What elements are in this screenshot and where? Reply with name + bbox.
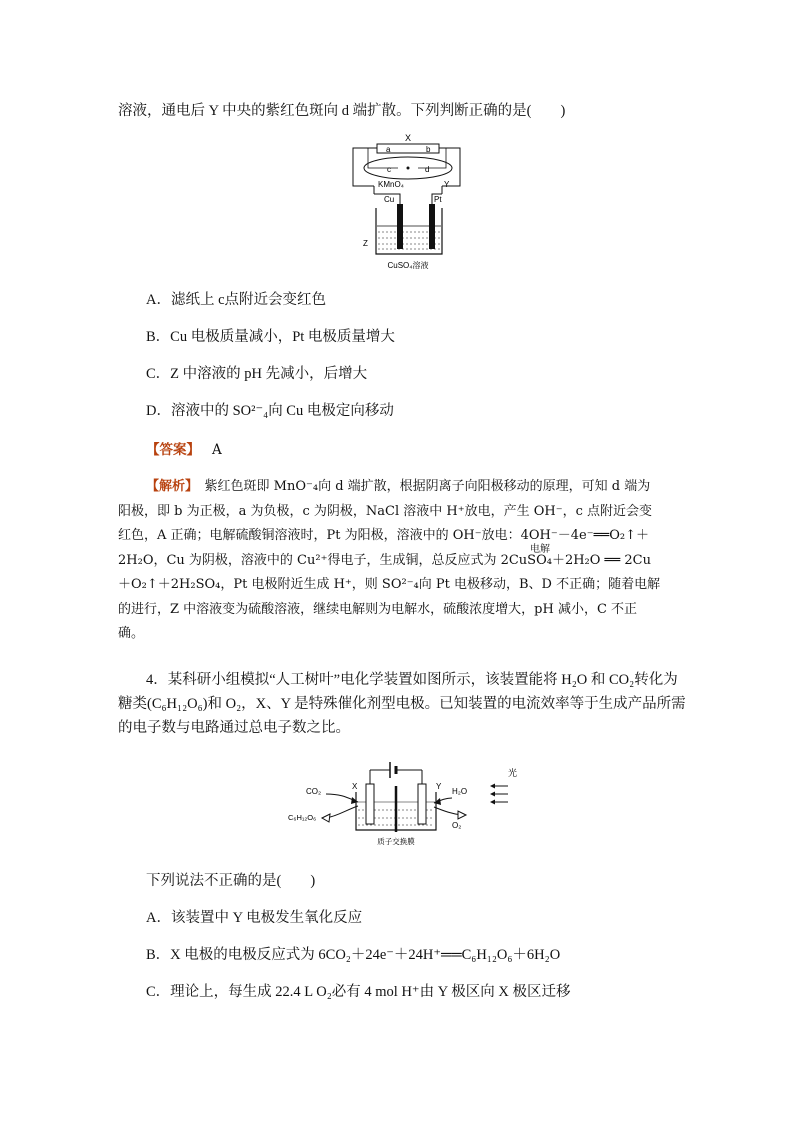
electrolysis-condition-label: 电解	[530, 544, 550, 555]
answer-label: 【答案】	[146, 442, 200, 458]
fig1-pt-electrode	[429, 204, 435, 249]
explanation-line-4: 2H₂O，Cu 为阴极，溶液中的 Cu²⁺得电子，生成铜，总反应式为 2CuSO₄＋2H₂O ══ 2Cu	[118, 552, 651, 568]
q4-option-b: B．X 电极的电极反应式为 6CO₂＋24e⁻＋24H⁺══C₆H₁₂O₆＋6H₂O	[146, 947, 561, 963]
fig1-purple-spot	[407, 167, 410, 170]
explanation-line-6: 的进行，Z 中溶液变为硫酸溶液，继续电解则为电解水，硫酸浓度增大，pH 减小，C 不正	[118, 601, 638, 617]
q4-option-a: A．该装置中 Y 电极发生氧化反应	[146, 910, 363, 926]
fig2-label-h2o: H₂O	[452, 787, 468, 796]
electrolysis-apparatus-figure	[346, 128, 468, 274]
fig1-label-cu: Cu	[384, 195, 395, 204]
q4-stem-line-1: 4．某科研小组模拟“人工树叶”电化学装置如图所示，该装置能将 H₂O 和 CO₂转化为	[146, 672, 678, 688]
fig2-label-y: Y	[436, 782, 442, 791]
q3-stem: 溶液，通电后 Y 中央的紫红色斑向 d 端扩散。下列判断正确的是( )	[118, 103, 566, 119]
fig1-label-x: X	[404, 133, 412, 143]
fig1-label-z: Z	[363, 239, 368, 248]
q4-option-c: C．理论上，每生成 22.4 L O₂必有 4 mol H⁺由 Y 极区向 X 极区迁移	[146, 984, 571, 1000]
fig2-label-co2: CO₂	[306, 787, 322, 796]
explanation-text-1: 紫红色斑即 MnO⁻₄向 d 端扩散，根据阴离子向阳极移动的原理，可知 d 端为	[204, 479, 651, 494]
q4-stem-line-3: 的电子数与电路通过总电子数之比。	[118, 720, 350, 736]
answer-value: A	[212, 442, 222, 458]
fig1-caption: CuSO₄溶液	[387, 261, 429, 270]
fig2-label-light: 光	[508, 769, 518, 779]
fig1-label-kmno4: KMnO₄	[378, 180, 404, 189]
fig2-o2-arrowhead	[458, 811, 466, 819]
q3-explanation	[118, 475, 674, 647]
fig2-h2o-arrowhead	[434, 798, 441, 805]
fig2-co2-arrowhead	[351, 797, 358, 804]
fig2-y-electrode	[418, 784, 426, 824]
q3-option-a: A．滤纸上 c点附近会变红色	[146, 292, 327, 308]
fig1-cu-electrode	[397, 204, 403, 249]
q4-stem-line-2: 糖类(C₆H₁₂O₆)和 O₂，X、Y 是特殊催化剂型电极。已知装置的电流效率等于生成产品所需	[118, 696, 686, 712]
explanation-line-2: 阳极，即 b 为正极，a 为负极，c 为阴极，NaCl 溶液中 H⁺放电，产生 OH⁻，c 点附近会变	[118, 503, 652, 519]
fig2-label-o2: O₂	[452, 821, 462, 830]
fig2-glucose-arrow	[326, 806, 358, 818]
explanation-label: 【解析】	[146, 479, 192, 494]
fig1-wire-right	[439, 148, 460, 186]
fig1-label-y: Y	[444, 180, 450, 189]
fig2-glucose-arrowhead	[322, 814, 330, 822]
q4-question: 下列说法不正确的是( )	[146, 873, 316, 889]
explanation-line-7: 确。	[118, 626, 145, 641]
explanation-line-3: 红色，A 正确；电解硫酸铜溶液时，Pt 为阳极，溶液中的 OH⁻放电：4OH⁻－4e⁻══O₂↑＋	[118, 528, 649, 543]
fig1-label-d: d	[425, 165, 430, 174]
fig1-wire-left	[353, 148, 377, 186]
fig2-x-electrode	[366, 784, 374, 824]
fig2-caption: 质子交换膜	[377, 837, 415, 846]
fig2-label-x: X	[352, 782, 358, 791]
fig1-label-pt: Pt	[434, 195, 442, 204]
explanation-line-5: ＋O₂↑＋2H₂SO₄，Pt 电极附近生成 H⁺，则 SO²⁻₄向 Pt 电极移动，B、D 不正确；随着电解	[118, 577, 661, 592]
artificial-leaf-figure	[286, 756, 526, 852]
fig2-light-arrowheads	[490, 784, 495, 805]
q3-option-d: D．溶液中的 SO²⁻₄向 Cu 电极定向移动	[146, 403, 394, 419]
fig1-label-b: b	[426, 145, 431, 154]
q3-answer	[146, 438, 222, 458]
fig1-label-a: a	[386, 145, 391, 154]
explanation-line-1	[118, 475, 674, 500]
fig2-label-glucose: C₆H₁₂O₆	[288, 813, 317, 822]
q3-option-c: C．Z 中溶液的 pH 先减小，后增大	[146, 366, 368, 382]
fig1-label-c: c	[387, 165, 391, 174]
q3-option-b: B．Cu 电极质量减小，Pt 电极质量增大	[146, 329, 395, 345]
